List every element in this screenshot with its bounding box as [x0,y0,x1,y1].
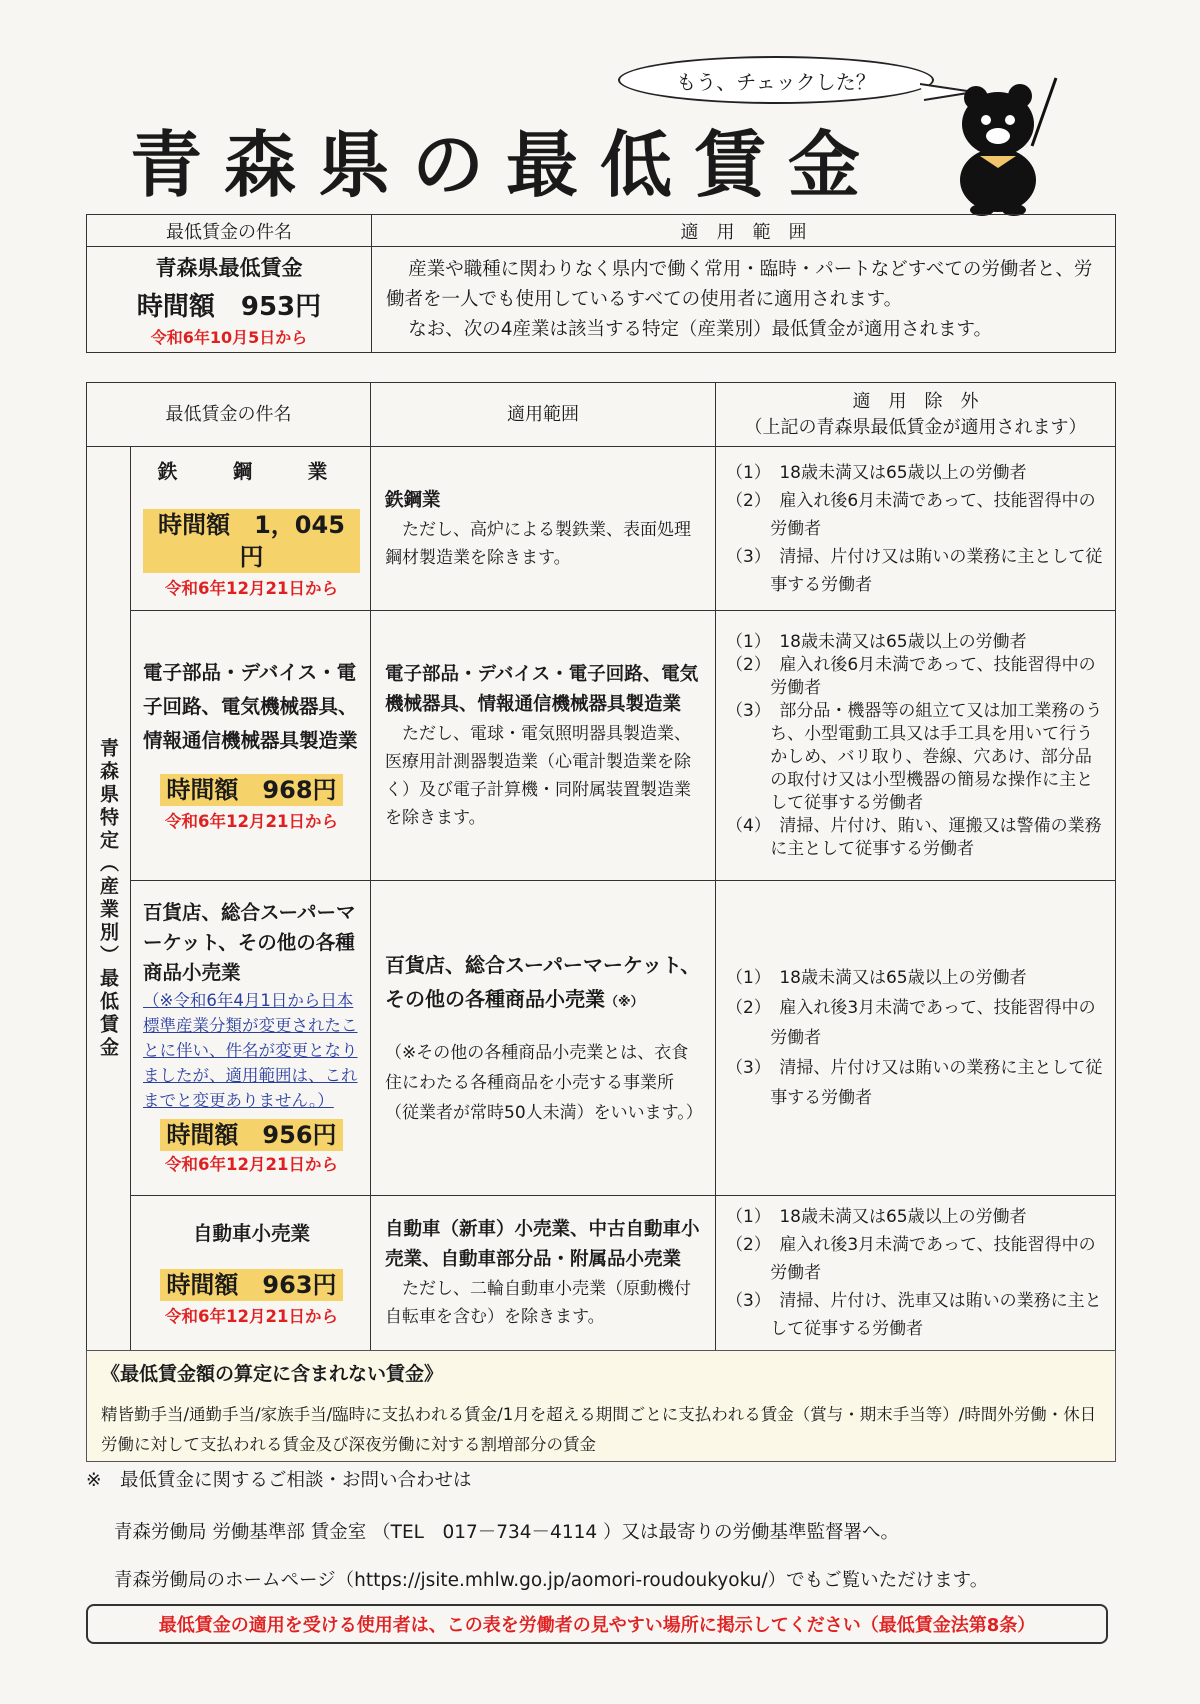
exclusion-item: （3） 清掃、片付け又は賄いの業務に主として従事する労働者 [726,546,1103,595]
regional-wage-name: 青森県最低賃金 [155,255,303,280]
excluded-wages-heading: 《最低賃金額の算定に含まれない賃金》 [101,1363,444,1385]
exclusion-item: （1） 18歳未満又は65歳以上の労働者 [726,462,1027,483]
col-header-name: 最低賃金の件名 [87,383,371,447]
industry-name-cell [131,881,371,1196]
exclusion-item: （3） 清掃、片付け又は賄いの業務に主として従事する労働者 [726,1058,1103,1108]
exclusion-cell [716,447,1116,611]
contact-website: 青森労働局のホームページ（https://jsite.mhlw.go.jp/aomori-roudoukyoku/）でもご覧いただけます。 [114,1570,989,1591]
exclusion-item: （3） 部分品・機器等の組立て又は加工業務のうち、小型電動工具又は手工具を用いて行うかしめ、バリ取り、巻線、穴あけ、部分品の取付け又は小型機器の簡易な操作に主として従事する労働者 [726,700,1103,813]
posting-notice [86,1604,1108,1644]
contact-office: 青森労働局 労働基準部 賃金室 （TEL 017－734－4114 ）又は最寄りの労働基準監督署へ。 [114,1522,900,1543]
exclusion-item: （1） 18歳未満又は65歳以上の労働者 [726,631,1027,652]
exclusion-item: （4） 清掃、片付け、賄い、運搬又は警備の業務に主として従事する労働者 [726,815,1102,859]
exclusion-cell [716,881,1116,1196]
regional-wage-date: 令和6年10月5日から [150,327,308,347]
industry-date: 令和6年12月21日から [165,812,338,831]
exclusion-item: （2） 雇入れ後6月未満であって、技能習得中の労働者 [726,654,1096,698]
speech-bubble-text: もう、チェックした？ [676,69,876,94]
regional-scope-cell [372,247,1116,353]
scope-text: ただし、高炉による製鉄業、表面処理鋼材製造業を除きます。 [385,519,691,568]
contact-info [86,1466,1116,1596]
scope-text: （※その他の各種商品小売業とは、衣食住にわたる各種商品を小売する事業所（従業者が常時50人未満）をいいます。） [385,1043,703,1123]
exclusion-header-title: 適 用 除 外 [852,390,979,412]
excluded-wages-body: 精皆勤手当/通勤手当/家族手当/臨時に支払われる賃金/1月を超える期間ごとに支払われる賃金（賞与・期末手当等）/時間外労働・休日労働に対して支払われる賃金及び深夜労働に対する割増部分の賃金 [101,1405,1097,1454]
table-row [87,881,1116,1196]
contact-intro: ※ 最低賃金に関するご相談・お問い合わせは [86,1470,472,1491]
exclusion-item: （1） 18歳未満又は65歳以上の労働者 [726,1207,1027,1227]
exclusion-item: （3） 清掃、片付け、洗車又は賄いの業務に主として従事する労働者 [726,1291,1102,1339]
industry-wage: 時間額 963円 [160,1269,342,1301]
page-title: 青森県の最低賃金 [130,122,883,207]
industry-scope-cell [371,611,716,881]
table-row [87,447,1116,611]
exclusion-item: （2） 雇入れ後6月未満であって、技能習得中の労働者 [726,490,1096,539]
industry-wage: 時間額 956円 [160,1119,342,1151]
industry-scope-cell [371,881,716,1196]
excluded-wages-box [86,1350,1116,1462]
specific-wage-table [86,382,1116,1351]
industry-wage: 時間額 1，045円 [143,509,360,573]
industry-name: 鉄 鋼 業 [157,460,346,483]
col-header-name: 最低賃金の件名 [87,215,372,247]
exclusion-header-sub: （上記の青森県最低賃金が適用されます） [744,416,1087,438]
scope-title: 自動車（新車）小売業、中古自動車小売業、自動車部分品・附属品小売業 [385,1219,700,1270]
industry-date: 令和6年12月21日から [165,1306,338,1326]
exclusion-item: （2） 雇入れ後3月未満であって、技能習得中の労働者 [726,1235,1096,1283]
scope-title-mark: （※） [605,995,644,1010]
col-header-scope: 適 用 範 囲 [372,215,1116,247]
scope-title [385,948,705,1020]
posting-notice-text: 最低賃金の適用を受ける使用者は、この表を労働者の見やすい場所に掲示してください（最低賃金法第8条） [158,1615,1036,1636]
industry-name-cell [131,1196,371,1351]
scope-text: ただし、電球・電気照明器具製造業、医療用計測器製造業（心電計製造業を除く）及び電子計算機・同附属装置製造業を除きます。 [385,723,691,828]
industry-date: 令和6年12月21日から [165,579,338,598]
industry-scope-cell [371,1196,716,1351]
scope-title: 電子部品・デバイス・電子回路、電気機械器具、情報通信機械器具製造業 [385,663,699,715]
exclusion-item: （1） 18歳未満又は65歳以上の労働者 [726,968,1027,988]
regional-wage-amount: 時間額 953円 [136,291,322,322]
industry-name: 百貨店、総合スーパーマーケット、その他の各種商品小売業 [143,901,356,984]
col-header-exclusion [716,383,1116,447]
scope-text: ただし、二輪自動車小売業（原動機付自転車を含む）を除きます。 [385,1279,691,1327]
regional-scope-line: 産業や職種に関わりなく県内で働く常用・臨時・パートなどすべての労働者と、労働者を一人でも使用しているすべての使用者に適用されます。 [386,258,1093,310]
industry-name: 自動車小売業 [192,1221,310,1245]
exclusion-cell [716,611,1116,881]
exclusion-item: （2） 雇入れ後3月未満であって、技能習得中の労働者 [726,998,1096,1048]
industry-name-cell [131,447,371,611]
industry-name: 電子部品・デバイス・電子回路、電気機械器具、情報通信機械器具製造業 [143,661,358,752]
regional-name-cell [87,247,372,353]
industry-name-cell [131,611,371,881]
bear-mascot-icon [950,76,1060,216]
table-row [87,1196,1116,1351]
industry-name-note: （※令和6年4月1日から日本標準産業分類が変更されたことに伴い、件名が変更となりましたが、適用範囲は、これまでと変更ありません。） [143,991,358,1110]
table-row [87,611,1116,881]
speech-bubble [618,56,934,104]
scope-title: 鉄鋼業 [385,489,441,511]
industry-wage: 時間額 968円 [160,774,342,806]
scope-title-text: 百貨店、総合スーパーマーケット、その他の各種商品小売業 [385,953,701,1011]
col-header-scope: 適用範囲 [371,383,716,447]
exclusion-cell [716,1196,1116,1351]
side-label: 青森県特定（産業別）最低賃金 [97,737,119,1060]
regional-scope-line: なお、次の4産業は該当する特定（産業別）最低賃金が適用されます。 [408,318,992,340]
industry-date: 令和6年12月21日から [165,1155,338,1174]
regional-wage-table [86,214,1116,353]
side-label-cell [87,447,131,1351]
industry-scope-cell [371,447,716,611]
